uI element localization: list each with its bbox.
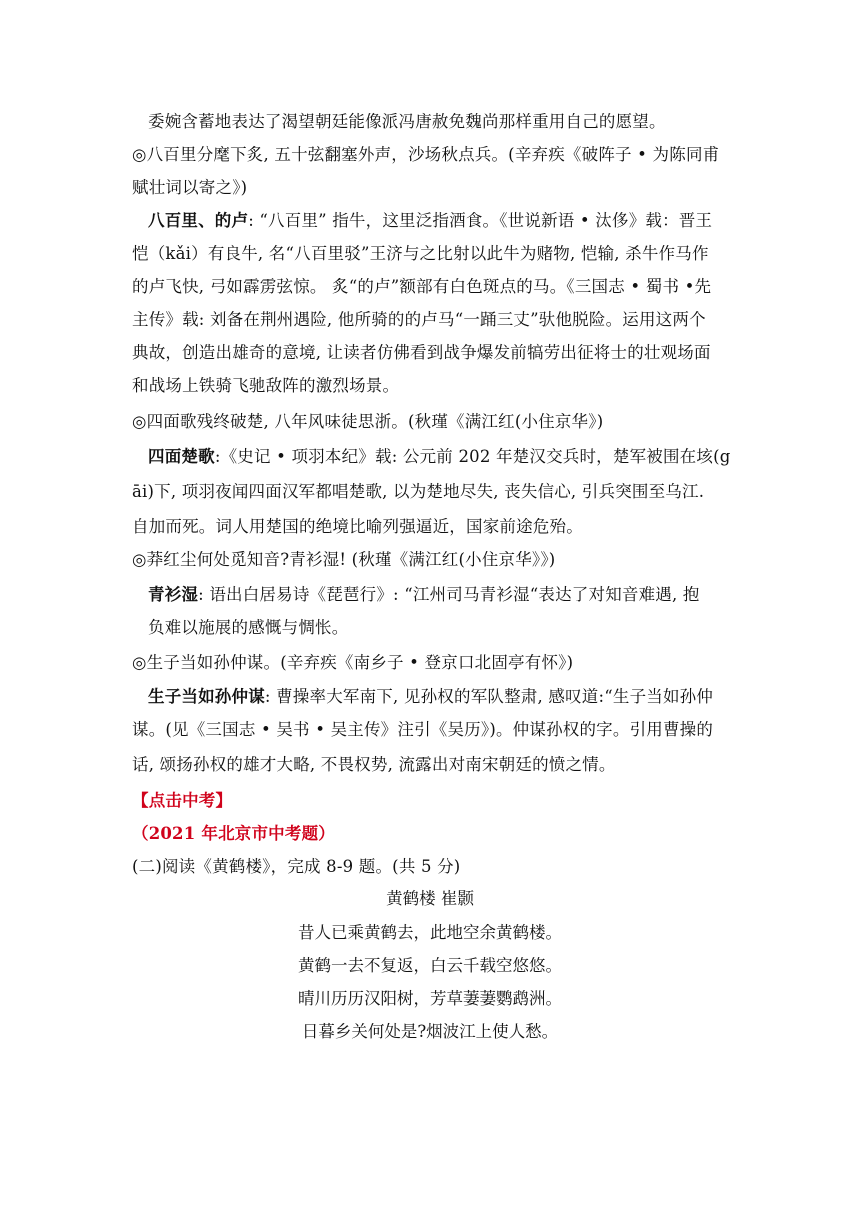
paragraph-continuation: 委婉含蓄地表达了渴望朝廷能像派冯唐赦免魏尚那样重用自己的愿望。	[148, 112, 666, 131]
annotation-term: 青衫湿	[148, 585, 199, 604]
annotation-1-first-line	[148, 211, 712, 231]
annotation-line: āi)下, 项羽夜闻四面汉军都唱楚歌, 以为楚地尽失, 丧失信心, 引兵突围至乌江.	[132, 482, 705, 501]
annotation-term: 四面楚歌	[148, 447, 215, 466]
annotation-line: 谋。(见《三国志 • 吴书 • 吴主传》注引《吴历》)。仲谋孙权的字。引用曹操的	[132, 720, 714, 739]
quote-line-1: ◎八百里分麾下炙, 五十弦翻塞外声，沙场秋点兵。(辛弃疾《破阵子 • 为陈同甫	[132, 145, 720, 164]
annotation-line: 自加而死。词人用楚国的绝境比喻列强逼近，国家前途危殆。	[132, 517, 583, 536]
poem-title: 黄鹤楼 崔颢	[386, 889, 474, 908]
exam-question: (二)阅读《黄鹤楼》，完成 8-9 题。(共 5 分)	[132, 857, 461, 876]
poem-line: 晴川历历汉阳树，芳草萋萋鹦鹉洲。	[298, 989, 562, 1008]
annotation-line: 的卢飞快, 弓如霹雳弦惊。 炙“的卢”额部有白色斑点的马。《三国志 • 蜀书 •先	[132, 277, 712, 296]
annotation-line: 典故，创造出雄奇的意境, 让读者仿佛看到战争爆发前犒劳出征将士的壮观场面	[132, 343, 711, 362]
annotation-line: 话, 颂扬孙权的雄才大略, 不畏权势, 流露出对南宋朝廷的愤之情。	[132, 755, 616, 774]
annotation-4-first-line	[148, 687, 713, 707]
poem-line: 黄鹤一去不复返，白云千载空悠悠。	[298, 956, 562, 975]
annotation-line: 负难以施展的感慨与惆怅。	[148, 618, 349, 637]
annotation-term: 生子当如孙仲谋	[148, 687, 265, 706]
annotation-line: 和战场上铁骑飞驰敌阵的激烈场景。	[132, 376, 400, 395]
annotation-line: 恺（kǎi）有良牛, 名“八百里驳”王济与之比射以此牛为赌物, 恺输, 杀牛作马作	[132, 244, 709, 263]
quote-line-1-cont: 赋壮词以寄之》)	[132, 178, 248, 197]
quote-line-4: ◎生子当如孙仲谋。(辛弃疾《南乡子 • 登京口北固亭有怀》)	[132, 653, 574, 672]
annotation-text: : 曹操率大军南下, 见孙权的军队整肃, 感叹道:“生子当如孙仲	[264, 687, 714, 706]
annotation-text: : 语出白居易诗《琵琶行》: “江州司马青衫湿“表达了对知音难遇, 抱	[198, 585, 700, 604]
exam-heading: 【点击中考】	[132, 791, 233, 810]
annotation-3-first-line	[148, 585, 700, 605]
quote-line-2: ◎四面歌残终破楚, 八年风味徒思浙。(秋瑾《满江红(小住京华》)	[132, 412, 604, 431]
annotation-term: 八百里、的卢	[148, 211, 249, 230]
annotation-text: : “八百里” 指牛，这里泛指酒食。《世说新语 • 汰侈》载：晋王	[248, 211, 713, 230]
poem-line: 昔人已乘黄鹤去，此地空余黄鹤楼。	[298, 923, 562, 942]
quote-line-3: ◎莽红尘何处觅知音?青衫湿! (秋瑾《满江红(小住京华》》)	[132, 550, 556, 569]
poem-line: 日暮乡关何处是?烟波江上使人愁。	[301, 1022, 559, 1041]
annotation-text: :《史记 • 项羽本纪》载: 公元前 202 年楚汉交兵时，楚军被围在垓(g	[214, 447, 731, 466]
exam-source: （2021 年北京市中考题）	[132, 824, 335, 843]
annotation-line: 主传》载: 刘备在荆州遇险, 他所骑的的卢马“一踊三丈”驮他脱险。运用这两个	[132, 310, 706, 329]
annotation-2-first-line	[148, 447, 730, 467]
